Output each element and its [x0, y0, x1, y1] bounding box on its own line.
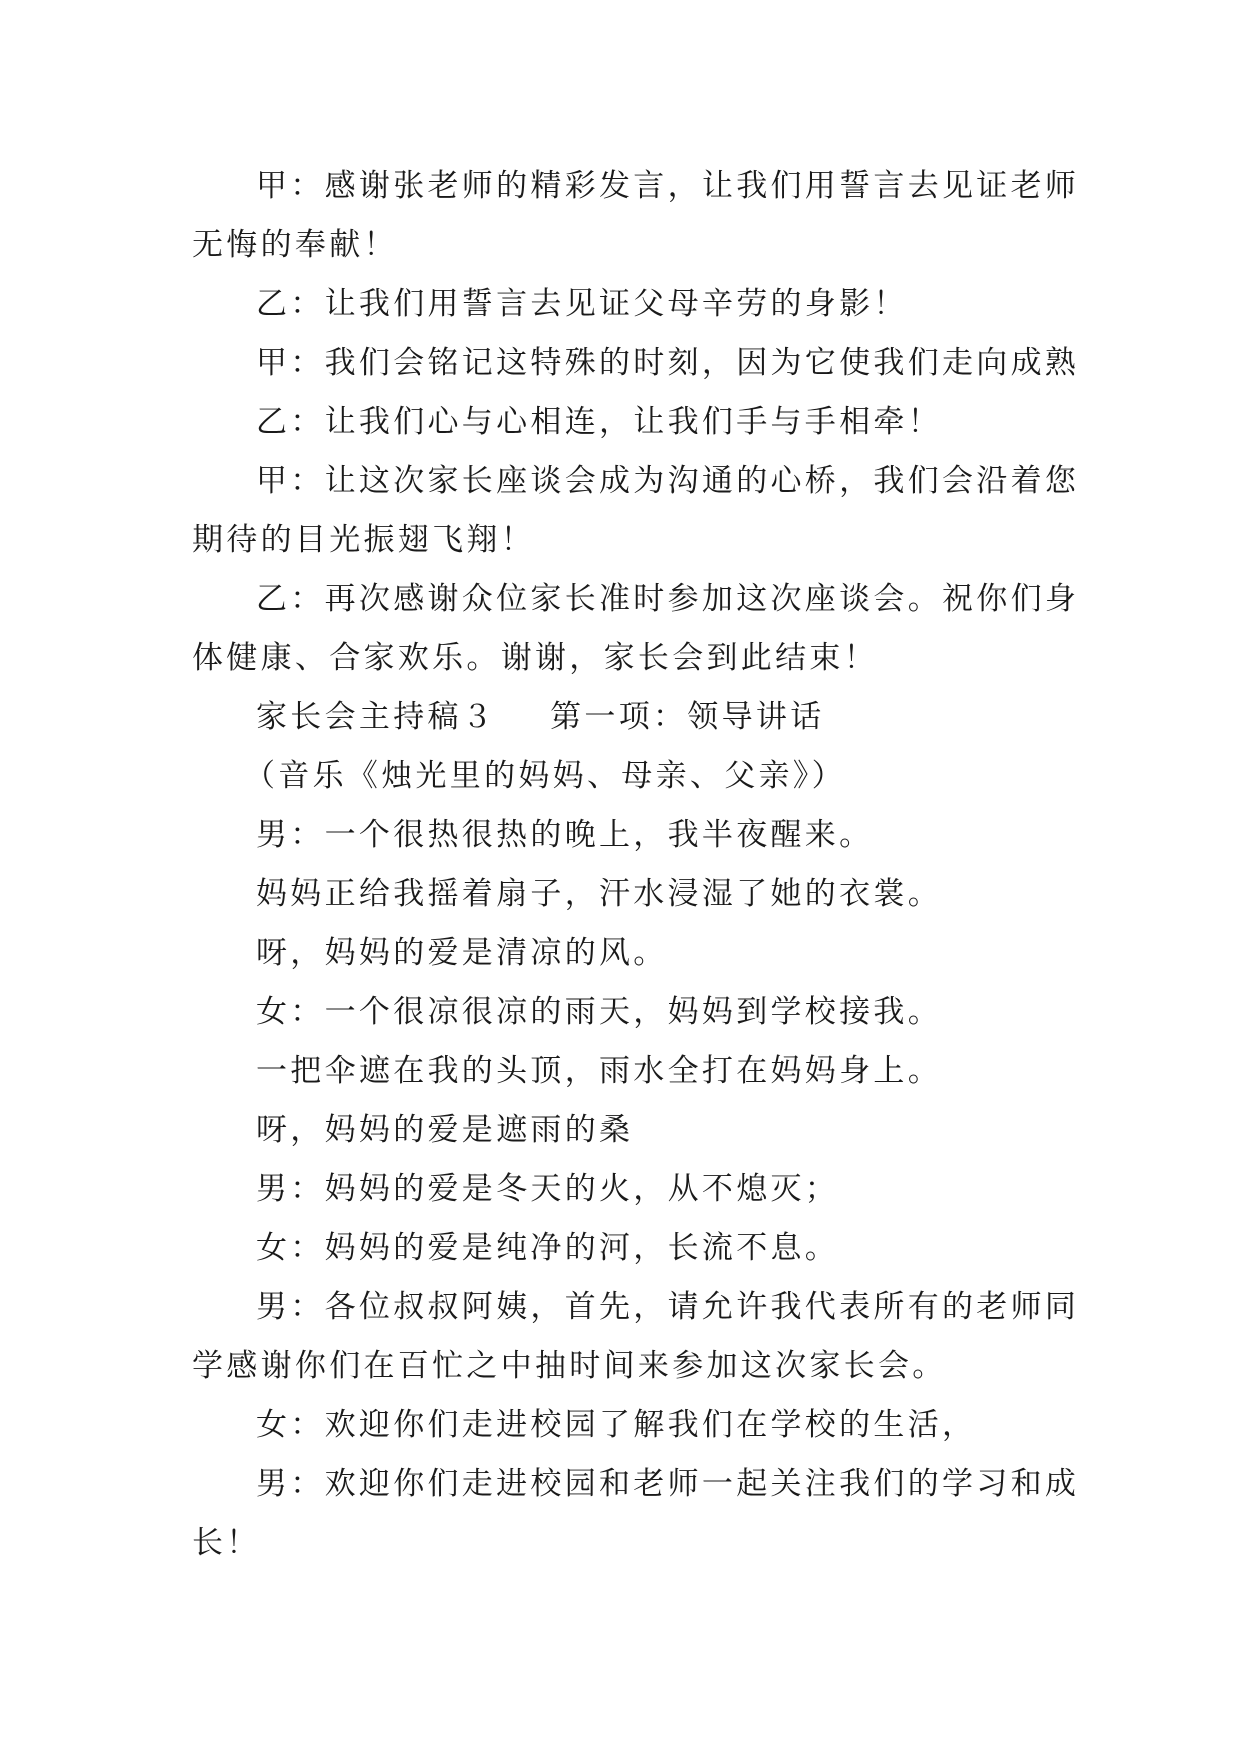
- text-line: 长！: [192, 1525, 261, 1561]
- text-line: 妈妈正给我摇着扇子，汗水浸湿了她的衣裳。: [256, 876, 942, 912]
- text-line: 男：妈妈的爱是冬天的火，从不熄灭；: [256, 1171, 840, 1207]
- section-heading-line: [0, 697, 1241, 737]
- text-line: 学感谢你们在百忙之中抽时间来参加这次家长会。: [192, 1348, 947, 1384]
- text-line: 女：欢迎你们走进校园了解我们在学校的生活，: [256, 1407, 977, 1443]
- text-line: 呀，妈妈的爱是清凉的风。: [256, 935, 668, 971]
- section-title: 家长会主持稿３: [256, 699, 497, 735]
- text-line: 无悔的奉献！: [192, 227, 398, 263]
- text-line: 乙：让我们用誓言去见证父母辛劳的身影！: [256, 286, 908, 322]
- text-line: 期待的目光振翅飞翔！: [192, 522, 535, 558]
- text-line: 呀，妈妈的爱是遮雨的桑: [256, 1112, 634, 1148]
- text-line: 男：欢迎你们走进校园和老师一起关注我们的学习和成: [256, 1466, 1080, 1502]
- text-line: 体健康、合家欢乐。谢谢，家长会到此结束！: [192, 640, 878, 676]
- text-line: 甲：感谢张老师的精彩发言，让我们用誓言去见证老师: [256, 168, 1080, 204]
- text-line: 女：妈妈的爱是纯净的河，长流不息。: [256, 1230, 840, 1266]
- text-line: 女：一个很凉很凉的雨天，妈妈到学校接我。: [256, 994, 942, 1030]
- text-line: 甲：让这次家长座谈会成为沟通的心桥，我们会沿着您: [256, 463, 1080, 499]
- text-line: 乙：让我们心与心相连，让我们手与手相牵！: [256, 404, 942, 440]
- text-line: 乙：再次感谢众位家长准时参加这次座谈会。祝你们身: [256, 581, 1080, 617]
- text-line: 甲：我们会铭记这特殊的时刻，因为它使我们走向成熟: [256, 345, 1080, 381]
- text-line: 一把伞遮在我的头顶，雨水全打在妈妈身上。: [256, 1053, 942, 1089]
- section-item: 第一项：领导讲话: [550, 699, 825, 735]
- text-line: 男：各位叔叔阿姨，首先，请允许我代表所有的老师同: [256, 1289, 1080, 1325]
- text-line: 男：一个很热很热的晚上，我半夜醒来。: [256, 817, 874, 853]
- text-line: （音乐《烛光里的妈妈、母亲、父亲》）: [244, 758, 846, 794]
